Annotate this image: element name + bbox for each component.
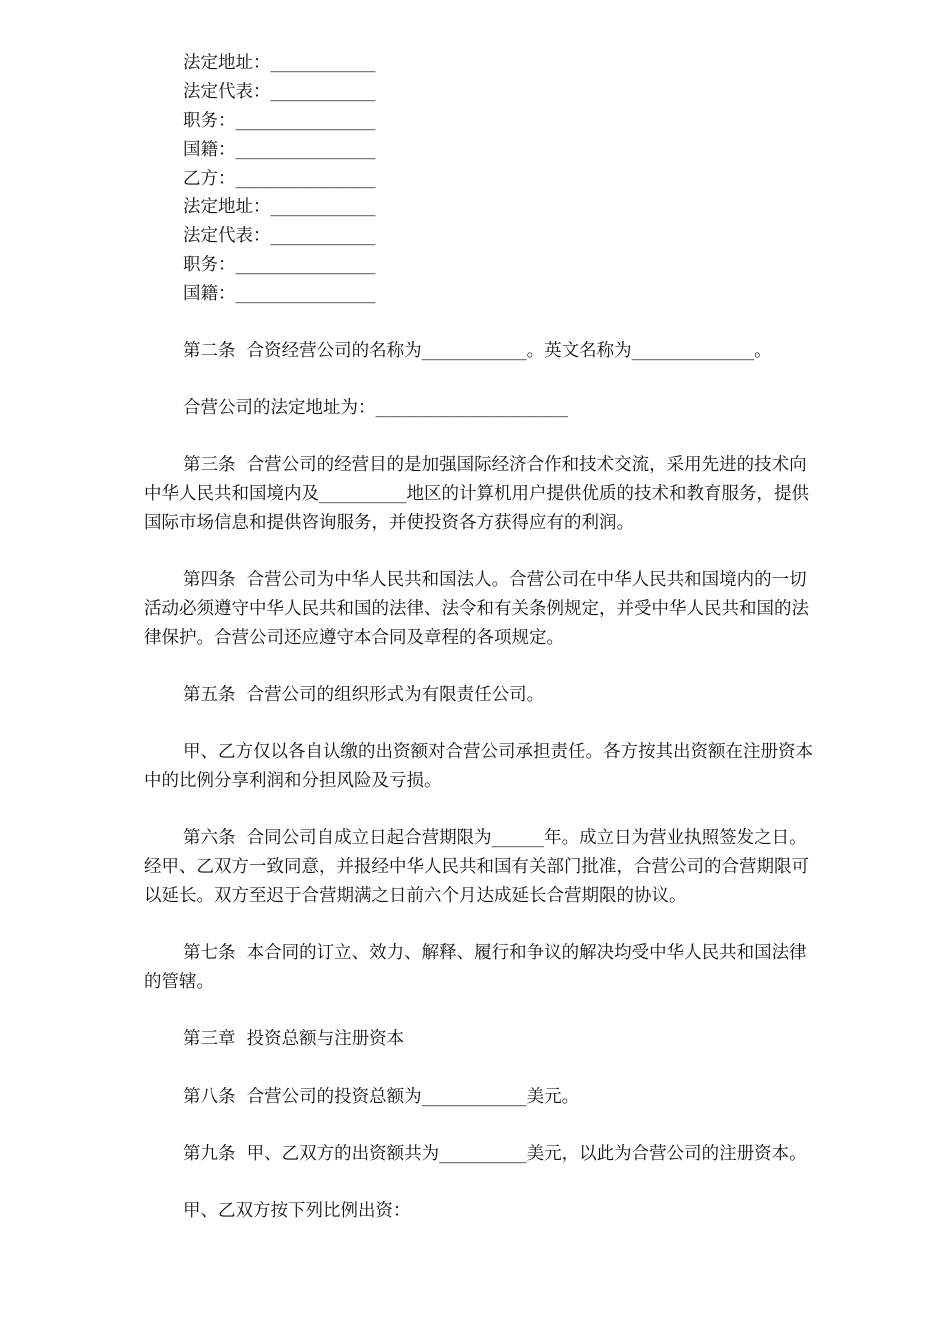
article-7-line-1: 第七条 本合同的订立、效力、解释、履行和争议的解决均受中华人民共和国法律 [183,943,807,963]
article-4-line-1: 第四条 合营公司为中华人民共和国法人。合营公司在中华人民共和国境内的一切 [183,570,807,590]
party-a-address-line: 法定地址：____________ [183,53,376,73]
article-4-line-2: 活动必须遵守中华人民共和国的法律、法令和有关条例规定，并受中华人民共和国的法 [144,599,809,619]
article-3-line-3: 国际市场信息和提供咨询服务，并使投资各方获得应有的利润。 [144,513,634,533]
legal-address-line: 合营公司的法定地址为：______________________ [183,398,568,418]
article-4-line-3: 律保护。合营公司还应遵守本合同及章程的各项规定。 [144,628,564,648]
party-a-nationality-line: 国籍：________________ [183,140,376,160]
party-b-nationality-line: 国籍：________________ [183,284,376,304]
article-6-line-3: 以延长。双方至迟于合营期满之日前六个月达成延长合营期限的协议。 [144,886,687,906]
article-7-line-2: 的管辖。 [144,972,214,992]
article-6-line-2: 经甲、乙双方一致同意，并报经中华人民共和国有关部门批准，合营公司的合营期限可 [144,857,809,877]
article-9-line-1: 第九条 甲、乙双方的出资额共为__________美元，以此为合营公司的注册资本。 [183,1144,807,1164]
article-6-line-1: 第六条 合同公司自成立日起合营期限为______年。成立日为营业执照签发之日。 [183,828,807,848]
chapter-3-heading: 第三章 投资总额与注册资本 [183,1029,405,1049]
party-b-position-line: 职务：________________ [183,255,376,275]
party-b-representative-line: 法定代表：____________ [183,226,376,246]
contribution-ratio-line: 甲、乙双方按下列比例出资： [183,1201,411,1221]
party-a-representative-line: 法定代表：____________ [183,82,376,102]
article-3-line-2: 中华人民共和国境内及__________地区的计算机用户提供优质的技术和教育服务，提供 [144,484,809,504]
article-5-line-1: 第五条 合营公司的组织形式为有限责任公司。 [183,685,545,705]
party-b-line: 乙方：________________ [183,169,376,189]
article-2-line-1: 第二条 合资经营公司的名称为____________。英文名称为______________。 [183,341,772,361]
liability-line-2: 中的比例分享利润和分担风险及亏损。 [144,771,442,791]
liability-line-1: 甲、乙方仅以各自认缴的出资额对合营公司承担责任。各方按其出资额在注册资本 [183,742,813,762]
article-3-line-1: 第三条 合营公司的经营目的是加强国际经济合作和技术交流，采用先进的技术向 [183,455,807,475]
party-b-address-line: 法定地址：____________ [183,197,376,217]
party-a-position-line: 职务：________________ [183,111,376,131]
article-8-line-1: 第八条 合营公司的投资总额为____________美元。 [183,1087,580,1107]
